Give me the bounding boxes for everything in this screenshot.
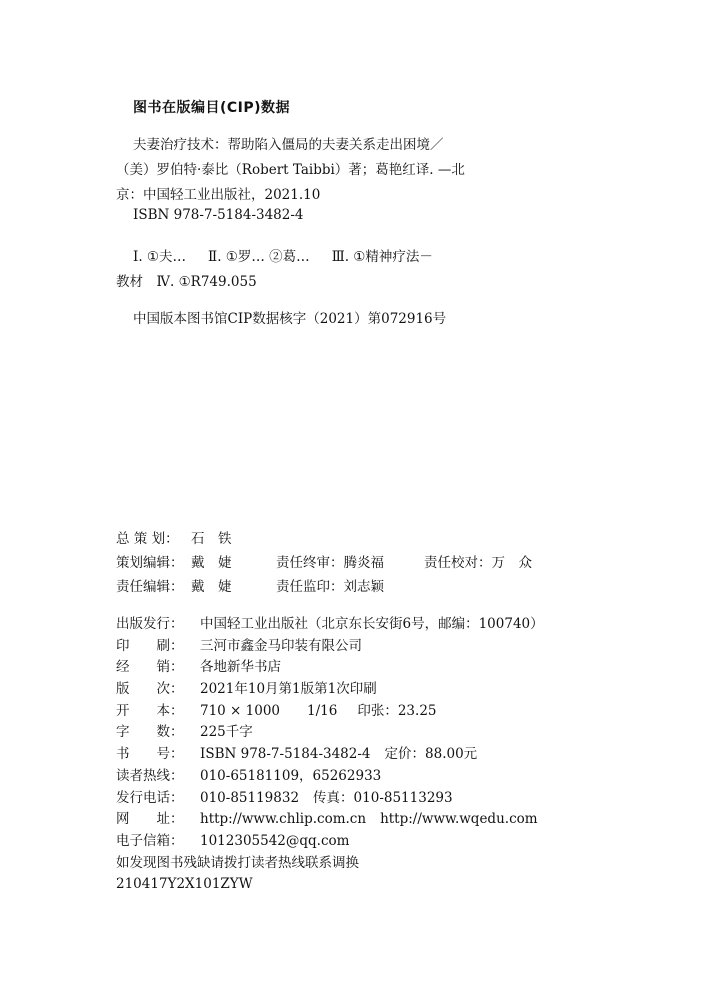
pub-notice: 如发现图书残缺请拨打读者热线联系调换 <box>116 854 359 871</box>
cip-title: 图书在版编目(CIP)数据 <box>133 100 291 116</box>
pub-label: 网 址： <box>116 811 184 828</box>
pub-label: 开 本： <box>116 702 184 719</box>
credit-value: 腾炎福 <box>343 555 384 571</box>
credit-final-review <box>276 554 384 572</box>
cip-author-line: （美）罗伯特·泰比（Robert Taibbi）著；葛艳红译. —北 <box>116 162 465 178</box>
pub-value: 710 × 1000 1/16 <box>200 702 338 719</box>
credit-proofreader <box>424 554 532 572</box>
credit-value: 戴 婕 <box>191 579 232 595</box>
pub-label: 版 次： <box>116 681 184 698</box>
pub-label: 发行电话： <box>116 789 184 806</box>
credit-row-editors <box>116 554 532 578</box>
pub-email <box>116 832 544 854</box>
pub-label: 读者热线： <box>116 767 184 784</box>
cip-publisher-line: 京：中国轻工业出版社，2021.10 <box>116 187 321 203</box>
pub-hotline <box>116 767 544 789</box>
pub-value: 三河市鑫金马印装有限公司 <box>200 637 362 654</box>
pub-website-link-1: http://www.chlip.com.cn <box>200 811 367 828</box>
pub-value: 225千字 <box>200 724 253 741</box>
pub-label: 书 号： <box>116 746 184 763</box>
pub-label: 经 销： <box>116 659 184 676</box>
credit-label: 总 策 划： <box>116 531 179 547</box>
pub-code: 210417Y2X101ZYW <box>116 876 253 893</box>
cip-class-3: Ⅲ. ①精神疗法－ <box>331 249 433 265</box>
pub-value: 1012305542@qq.com <box>200 832 350 849</box>
pub-website <box>116 810 544 832</box>
credit-label: 策划编辑： <box>116 555 184 571</box>
credit-value: 石 铁 <box>191 531 232 547</box>
cip-classification-cont: 教材 Ⅳ. ①R749.055 <box>116 274 257 290</box>
cip-classification <box>133 245 433 265</box>
pub-value: 各地新华书店 <box>200 659 281 676</box>
credit-label: 责任校对： <box>424 555 492 571</box>
pub-format <box>116 702 544 724</box>
credit-label: 责任终审： <box>276 555 344 571</box>
pub-fax: 传真：010-85113293 <box>313 789 453 806</box>
pub-value: 010-65181109，65262933 <box>200 767 382 784</box>
pub-value: 010-85119832 <box>200 789 300 806</box>
pub-printer <box>116 637 544 659</box>
credit-value: 刘志颖 <box>343 579 384 595</box>
pub-website-link-2: http://www.wqedu.com <box>380 811 538 828</box>
pub-value: 中国轻工业出版社（北京东长安街6号，邮编：100740） <box>200 616 544 632</box>
credit-value: 万 众 <box>491 555 532 571</box>
pub-value: 2021年10月第1版第1次印刷 <box>200 681 377 698</box>
pub-sheets: 印张：23.25 <box>357 702 437 719</box>
pub-label: 出版发行： <box>116 616 184 632</box>
cip-number: 中国版本图书馆CIP数据核字（2021）第072916号 <box>133 311 447 327</box>
pub-phone <box>116 789 544 811</box>
publication-info <box>116 615 544 897</box>
pub-label: 印 刷： <box>116 637 184 654</box>
pub-distributor <box>116 658 544 680</box>
cip-isbn: ISBN 978-7-5184-3482-4 <box>133 207 304 223</box>
credits-block <box>116 530 532 602</box>
credit-print-supervisor <box>276 578 384 596</box>
cip-class-1: Ⅰ. ①夫… <box>133 249 187 265</box>
credit-row-chief-planner <box>116 530 232 554</box>
pub-price: 定价：88.00元 <box>384 746 478 763</box>
cip-class-2: Ⅱ. ①罗… ②葛… <box>208 249 310 265</box>
credit-row-responsible <box>116 578 384 602</box>
credit-label: 责任编辑： <box>116 579 184 595</box>
pub-label: 字 数： <box>116 724 184 741</box>
credit-label: 责任监印： <box>276 579 344 595</box>
pub-booknum <box>116 745 544 767</box>
pub-value: ISBN 978-7-5184-3482-4 <box>200 746 371 763</box>
pub-label: 电子信箱： <box>116 832 184 849</box>
pub-publisher <box>116 615 544 637</box>
pub-wordcount <box>116 723 544 745</box>
cip-book-title: 夫妻治疗技术：帮助陷入僵局的夫妻关系走出困境／ <box>133 137 444 153</box>
credit-value: 戴 婕 <box>191 555 232 571</box>
pub-edition <box>116 680 544 702</box>
